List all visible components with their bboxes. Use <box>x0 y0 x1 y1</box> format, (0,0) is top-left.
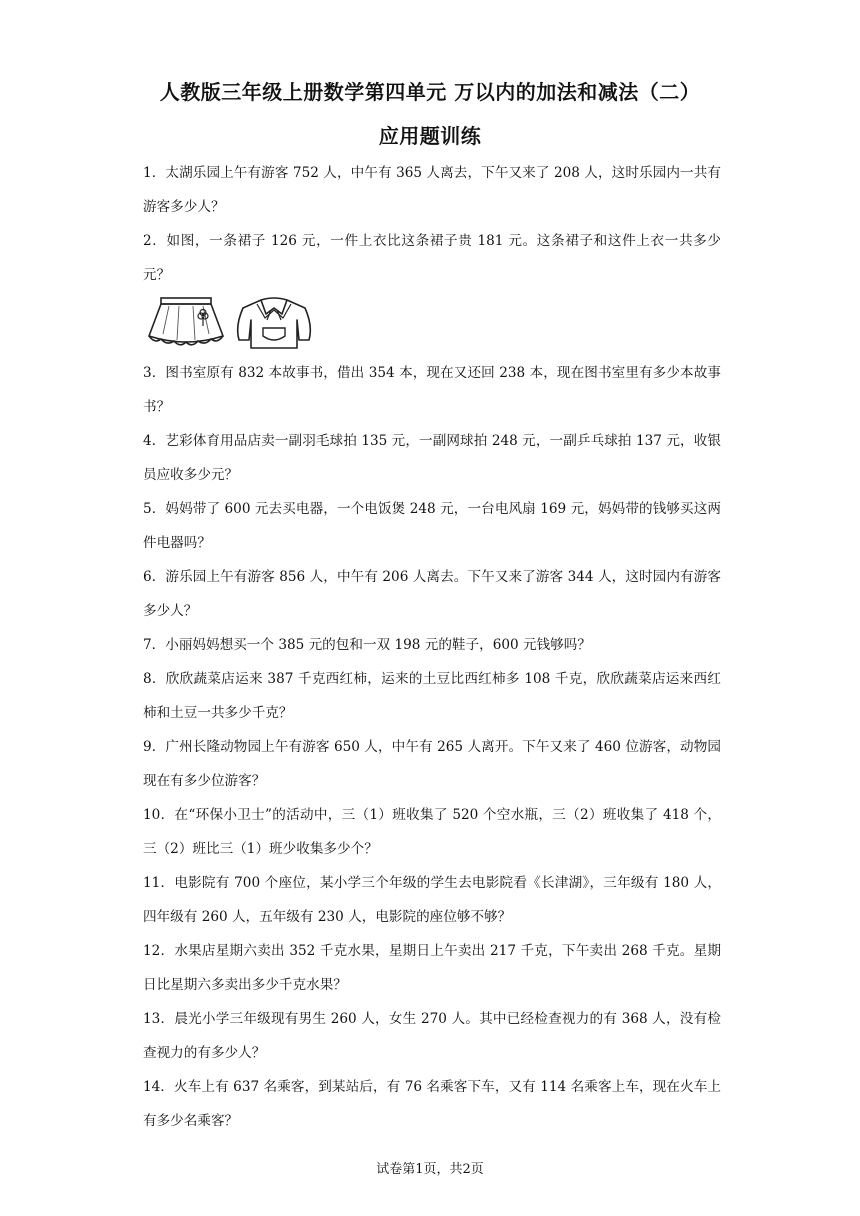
jacket-icon <box>233 296 315 352</box>
question-2: 2．如图，一条裙子 126 元，一件上衣比这条裙子贵 181 元。这条裙子和这件上衣一共多少元？ <box>143 233 721 283</box>
question-4: 4．艺彩体育用品店卖一副羽毛球拍 135 元，一副网球拍 248 元，一副乒乓球拍 137 元，收银员应收多少元？ <box>143 433 721 483</box>
clothing-illustration <box>143 292 721 356</box>
page-subtitle: 应用题训练 <box>378 124 482 148</box>
question-7: 7．小丽妈妈想买一个 385 元的包和一双 198 元的鞋子，600 元钱够吗？ <box>143 637 591 653</box>
question-10: 10．在“环保小卫士”的活动中，三（1）班收集了 520 个空水瓶，三（2）班收集了 418 个，三（2）班比三（1）班少收集多少个？ <box>143 807 721 857</box>
page-title: 人教版三年级上册数学第四单元 万以内的加法和减法（二） <box>159 80 701 104</box>
question-12: 12．水果店星期六卖出 352 千克水果，星期日上午卖出 217 千克，下午卖出 268 千克。星期日比星期六多卖出多少千克水果？ <box>143 943 721 993</box>
question-1: 1．太湖乐园上午有游客 752 人，中午有 365 人离去，下午又来了 208 人，这时乐园内一共有游客多少人？ <box>143 165 721 215</box>
question-11: 11．电影院有 700 个座位，某小学三个年级的学生去电影院看《长津湖》，三年级有 180 人，四年级有 260 人，五年级有 230 人，电影院的座位够不够？ <box>143 875 721 925</box>
question-14: 14．火车上有 637 名乘客，到某站后，有 76 名乘客下车，又有 114 名乘客上车，现在火车上有多少名乘客？ <box>143 1079 721 1129</box>
question-list <box>143 156 721 1138</box>
question-5: 5．妈妈带了 600 元去买电器，一个电饭煲 248 元，一台电风扇 169 元，妈妈带的钱够买这两件电器吗？ <box>143 501 721 551</box>
page-footer: 试卷第1页，共2页 <box>376 1162 484 1177</box>
question-6: 6．游乐园上午有游客 856 人，中午有 206 人离去。下午又来了游客 344 人，这时园内有游客多少人？ <box>143 569 721 619</box>
skirt-icon <box>143 296 229 352</box>
question-3: 3．图书室原有 832 本故事书，借出 354 本，现在又还回 238 本，现在图书室里有多少本故事书？ <box>143 365 721 415</box>
question-9: 9．广州长隆动物园上午有游客 650 人，中午有 265 人离开。下午又来了 460 位游客，动物园现在有多少位游客？ <box>143 739 721 789</box>
question-13: 13．晨光小学三年级现有男生 260 人，女生 270 人。其中已经检查视力的有 368 人，没有检查视力的有多少人？ <box>143 1011 721 1061</box>
question-8: 8．欣欣蔬菜店运来 387 千克西红柿，运来的土豆比西红柿多 108 千克，欣欣蔬菜店运来西红柿和土豆一共多少千克？ <box>143 671 721 721</box>
